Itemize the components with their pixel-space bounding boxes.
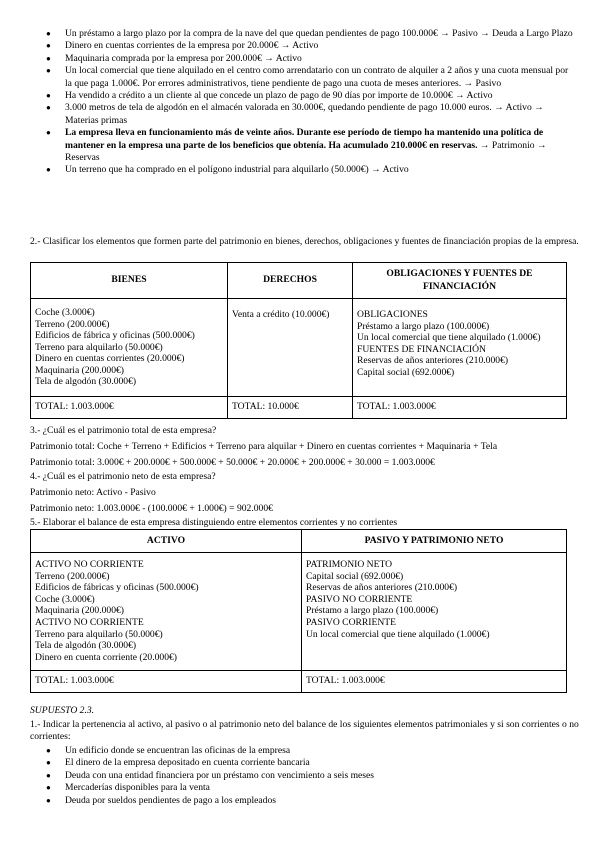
list-item: ● Deuda por sueldos pendientes de pago a los empleados <box>46 794 277 806</box>
list-item: ● Deuda con una entidad financiera por un préstamo con vencimiento a seis meses <box>46 769 375 781</box>
bullet-icon: ● <box>46 53 51 63</box>
list-item: ● Un terreno que ha comprado en el polígono industrial para alquilarlo (50.000€) → Activo <box>46 164 409 176</box>
header-activo: ACTIVO <box>31 530 302 553</box>
bullet-icon: ● <box>46 66 51 76</box>
bullet-icon: ● <box>46 128 51 138</box>
bullet-icon: ● <box>46 41 51 51</box>
intro-bullet-list <box>0 28 600 177</box>
supuesto-question-1: 1.- Indicar la pertenencia al activo, al pasivo o al patrimonio neto del balance de los siguientes elementos patrimoniales y si son corrientes o no corrientes: <box>30 719 579 743</box>
list-item: ● Ha vendido a crédito a un cliente al que concede un plazo de pago de 90 días por importe de 10.000€ → Activo <box>46 90 493 102</box>
list-item: ● Un local comercial que tiene alquilado en el centro como arrendatario con un contrato de alquiler a 2 años y una cuota mensual por la que paga 1.000€. Por errores administrativos, tiene pendiente de pago una cuota de meses anteriores. → Pasivo <box>46 65 569 89</box>
list-item: ● Un préstamo a largo plazo por la compra de la nave del que quedan pendientes de pago 100.000€ → Pasivo → Deuda a Largo Plazo <box>46 28 573 39</box>
patrimonio-table <box>30 262 567 419</box>
bullet-icon: ● <box>46 103 51 113</box>
question-4: 4.- ¿Cuál es el patrimonio neto de esta empresa? <box>30 471 216 482</box>
header-pasivo: PASIVO Y PATRIMONIO NETO <box>302 530 567 553</box>
derechos-cell: Venta a crédito (10.000€) <box>228 299 353 397</box>
bullet-icon: ● <box>46 29 51 38</box>
bullet-icon: ● <box>46 91 51 101</box>
question-5: 5.- Elaborar el balance de esta empresa distinguiendo entre elementos corrientes y no corrientes <box>30 517 398 528</box>
question-3-answer-1: Patrimonio total: Coche + Terreno + Edificios + Terreno para alquilar + Dinero en cuentas corrientes + Maquinaria + Tela <box>30 441 498 452</box>
total-bienes: TOTAL: 1.003.000€ <box>31 397 228 419</box>
list-item: ● La empresa lleva en funcionamiento más de veinte años. Durante ese período de tiempo ha mantenido una política de mantener en la empresa una parte de los beneficios que obtenía. Ha acumulado 210.000€ en reservas. → Patrimonio → Reservas <box>46 127 547 164</box>
question-3: 3.- ¿Cuál es el patrimonio total de esta empresa? <box>30 425 217 436</box>
total-activo: TOTAL: 1.003.000€ <box>31 671 302 693</box>
list-item: ● Maquinaria comprada por la empresa por 200.000€ → Activo <box>46 52 302 64</box>
final-bullet-list <box>0 745 600 807</box>
bienes-cell: Coche (3.000€) Terreno (200.000€) Edificios de fábrica y oficinas (500.000€) Terreno para alquilarlo (50.000€) Dinero en cuentas corrientes (20.000€) Maquinaria (200.000€) Tela de algodón (30.000€) <box>31 299 228 397</box>
list-item: ● 3.000 metros de tela de algodón en el almacén valorada en 30.000€, quedando pendiente de pago 10.000 euros. → Activo → Materias primas <box>46 102 544 126</box>
list-item: ● Dinero en cuentas corrientes de la empresa por 20.000€ → Activo <box>46 40 319 52</box>
bullet-icon: ● <box>46 758 51 768</box>
question-2: 2.- Clasificar los elementos que formen parte del patrimonio en bienes, derechos, obligaciones y fuentes de financiación propias de la empresa. <box>30 236 579 247</box>
question-4-answer-1: Patrimonio neto: Activo - Pasivo <box>30 487 156 498</box>
bullet-icon: ● <box>46 746 51 755</box>
header-derechos: DERECHOS <box>228 263 353 299</box>
list-item: ● El dinero de la empresa depositado en cuenta corriente bancaria <box>46 757 310 769</box>
bullet-icon: ● <box>46 783 51 793</box>
question-3-answer-2: Patrimonio total: 3.000€ + 200.000€ + 500.000€ + 50.000€ + 20.000€ + 200.000€ + 30.000 = 1.003.000€ <box>30 457 435 468</box>
question-4-answer-2: Patrimonio neto: 1.003.000€ - (100.000€ + 1.000€) = 902.000€ <box>30 503 273 514</box>
total-pasivo: TOTAL: 1.003.000€ <box>302 671 567 693</box>
header-obligaciones: OBLIGACIONES Y FUENTES DE FINANCIACIÓN <box>353 263 567 299</box>
bullet-icon: ● <box>46 770 51 780</box>
supuesto-heading: SUPUESTO 2.3. <box>30 705 95 716</box>
total-obligaciones: TOTAL: 1.003.000€ <box>353 397 567 419</box>
pasivo-cell: PATRIMONIO NETO Capital social (692.000€) Reservas de años anteriores (210.000€) PASIVO NO CORRIENTE Préstamo a largo plazo (100.000€) PASIVO CORRIENTE Un local comercial que tiene alquilado (1.000€) <box>302 553 567 671</box>
total-derechos: TOTAL: 10.000€ <box>228 397 353 419</box>
header-bienes: BIENES <box>31 263 228 299</box>
bullet-icon: ● <box>46 165 51 175</box>
obligaciones-cell: OBLIGACIONES Préstamo a largo plazo (100.000€) Un local comercial que tiene alquilado (1.000€) FUENTES DE FINANCIACIÓN Reservas de años anteriores (210.000€) Capital social (692.000€) <box>353 299 567 397</box>
list-item: ● Un edificio donde se encuentran las oficinas de la empresa <box>46 745 291 756</box>
list-item: ● Mercaderías disponibles para la venta <box>46 782 210 794</box>
bullet-icon: ● <box>46 795 51 805</box>
balance-table <box>30 529 567 693</box>
activo-cell: ACTIVO NO CORRIENTE Terreno (200.000€) Edificios de fábricas y oficinas (500.000€) Coche (3.000€) Maquinaria (200.000€) ACTIVO NO CORRIENTE Terreno para alquilarlo (50.000€) Tela de algodón (30.000€) Dinero en cuenta corriente (20.000€) <box>31 553 302 671</box>
